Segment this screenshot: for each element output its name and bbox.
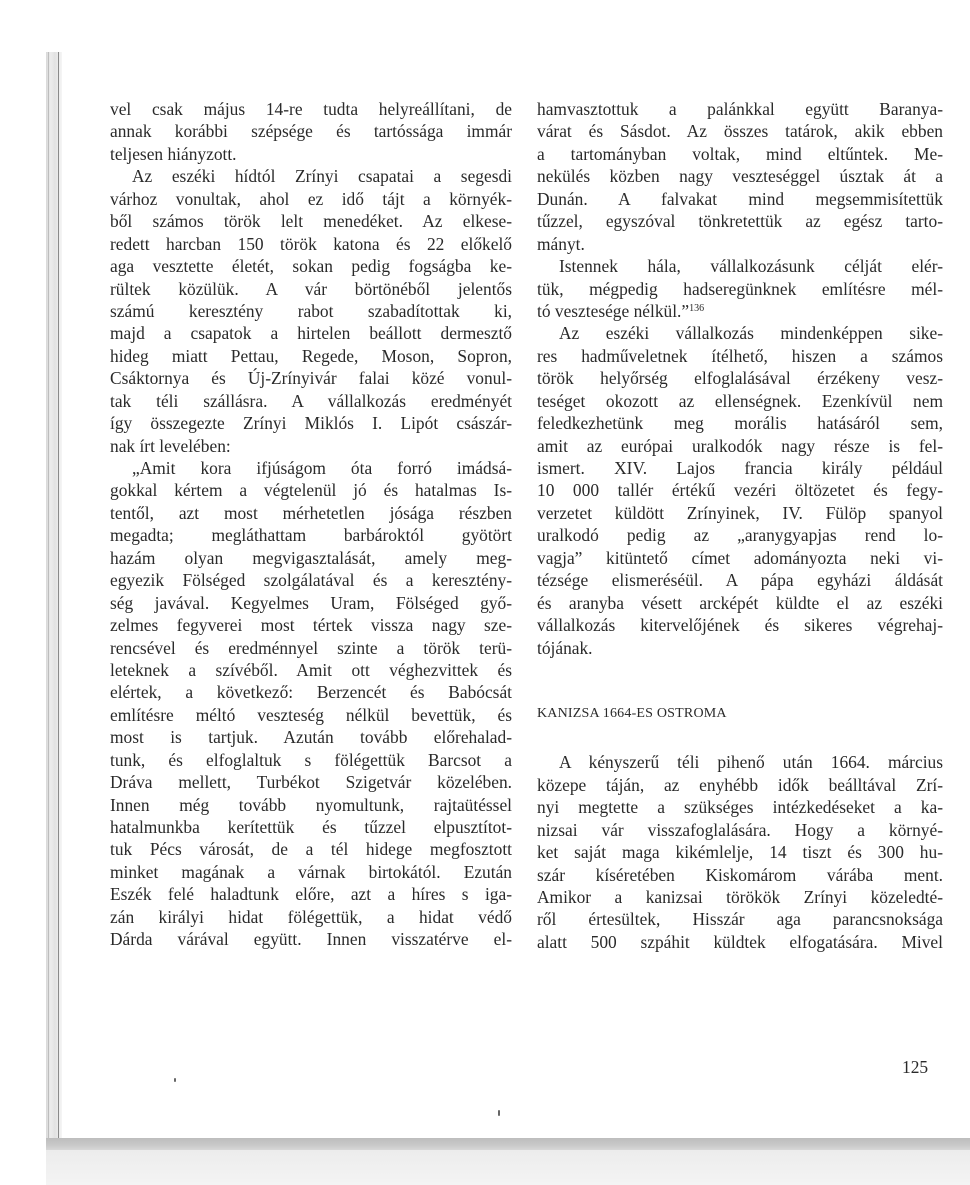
line-text: annak korábbi szépsége és tartóssága immár [110,121,512,142]
line-text: a tartományban voltak, mind eltűntek. Me- [537,143,943,164]
line-text: közepe táján, az enyhébb idők beálltával Zrí- [537,774,943,795]
section-gap [537,725,943,751]
text-line [537,524,943,546]
line-text: A kényszerű téli pihenő után 1664. március [559,752,943,773]
line-text: török helyőrség elfoglalásával érzékeny vesz- [537,368,943,389]
text-line [537,278,943,300]
text-line [110,681,512,703]
text-line [537,390,943,412]
line-text: aga vesztette életét, sokan pedig fogságba ke- [110,256,512,277]
text-line [537,886,943,908]
line-text: Dárda várával együtt. Innen visszatérve el- [110,929,512,950]
line-text: hazám olyan megvigasztalását, amely meg- [110,547,512,568]
text-line [537,143,943,165]
text-line [110,861,512,883]
text-line [110,749,512,771]
text-line [110,233,512,255]
text-line [537,908,943,930]
line-text: feledkezhetünk meg morális hatásáról sem, [537,413,943,434]
left-column [110,98,512,951]
line-text: vállalkozás kitervelőjének és sikeres végrehaj- [537,615,943,636]
line-text: ség javával. Kegyelmes Uram, Fölséged győ- [110,592,512,613]
line-text: nyi megtette a szükséges intézkedéseket a ka- [537,797,943,818]
line-text: mányt. [537,233,585,254]
text-line [537,502,943,524]
right-column [537,98,943,953]
line-text: tentől, azt most mérhetetlen jósága részben [110,502,512,523]
line-text: várat és Sásdot. Az összes tatárok, akik ebben [537,121,943,142]
line-text: rültek közülük. A vár börtönéből jelentős [110,278,512,299]
right-column-body [537,98,943,659]
line-text: leteknek a szívéből. Amit ott véghezvittek és [110,659,512,680]
line-text: res hadműveletnek ítélhető, hiszen a számos [537,345,943,366]
text-line [537,751,943,773]
text-line [537,819,943,841]
line-text: rencsével és eredménnyel szinte a török terü- [110,637,512,658]
text-line [110,928,512,950]
line-text: alatt 500 szpáhit küldtek elfogatására. Mivel [537,931,943,952]
page-below-area [46,1150,970,1185]
text-line [537,345,943,367]
line-text: ről értesültek, Hisszár aga parancsnoksága [537,909,943,930]
line-text: szár kíséretében Kiskomárom várába ment. [537,864,943,885]
text-line [110,838,512,860]
text-line [537,569,943,591]
text-line [110,210,512,232]
line-text: elértek, a következő: Berzencét és Babócsát [110,682,512,703]
text-line [110,345,512,367]
line-text: redett harcban 150 török katona és 22 előkelő [110,233,512,254]
text-line [110,883,512,905]
text-line [110,569,512,591]
line-text: ket saját maga kikémlelje, 14 tiszt és 300 hu- [537,842,943,863]
text-line [110,637,512,659]
line-text: egyezik Fölséged szolgálatával és a keresztény- [110,570,512,591]
line-text: amit az európai uralkodók nagy része is fel- [537,435,943,456]
section-heading: KANIZSA 1664-ES OSTROMA [537,705,727,721]
text-line [537,233,943,255]
text-line [110,704,512,726]
text-line [537,592,943,614]
line-text: tuk Pécs városát, de a tél hidege megfosztott [110,839,512,860]
text-line [110,547,512,569]
line-text: vagja” kitüntető címet adományozta neki vi- [537,547,943,568]
line-text: ből számos török lelt menedéket. Az elkese- [110,211,512,232]
text-line [537,547,943,569]
text-line [110,479,512,501]
text-line [537,774,943,796]
line-text: 10 000 tallér értékű vezéri öltözetet és fegy- [537,480,943,501]
line-text: így összegezte Zrínyi Miklós I. Lipót császár- [110,413,512,434]
section-gap [537,659,943,703]
line-text: nekülés közben nagy veszteséggel úsztak át a [537,166,943,187]
text-line [110,524,512,546]
text-line [110,771,512,793]
text-line [537,931,943,953]
text-line [110,816,512,838]
line-text: uralkodó pedig az „aranygyapjas rend lo- [537,525,943,546]
line-text: tó vesztesége nélkül.” [537,300,690,321]
line-text: nizsai vár visszafoglalására. Hogy a környé- [537,819,943,840]
text-line [537,210,943,232]
text-line [110,120,512,142]
line-text: Istennek hála, vállalkozásunk célját elér- [559,256,943,277]
line-text: megadta; megláthattam barbároktól gyötört [110,525,512,546]
text-line [537,300,943,322]
line-text: hatalmunkba kerítettük és tűzzel elpusztítot- [110,817,512,837]
text-line [110,592,512,614]
text-line [110,322,512,344]
line-text: említésre méltó veszteség nélkül bevettük, és [110,704,512,725]
text-line [537,120,943,142]
text-line [537,457,943,479]
text-line [110,390,512,412]
text-line [537,255,943,277]
line-text: várhoz vonultak, ahol ez idő tájt a környék- [110,188,512,209]
text-line [110,614,512,636]
text-line [110,726,512,748]
text-line [110,188,512,210]
line-text: hideg miatt Pettau, Regede, Moson, Sopron, [110,345,512,366]
print-speck [174,1078,176,1082]
line-text: vel csak május 14-re tudta helyreállítani, de [110,99,512,119]
section-body [537,751,943,953]
line-text: tunk, és elfoglaltuk s fölégettük Barcsot a [110,749,512,770]
line-text: Dráva mellett, Turbékot Szigetvár közelében. [110,772,512,793]
text-line [537,188,943,210]
line-text: gokkal kértem a végtelenül jó és hatalmas Is- [110,480,512,501]
text-line [110,502,512,524]
line-text: Az eszéki hídtól Zrínyi csapatai a segesdi [132,166,512,187]
text-line [537,796,943,818]
page-bottom-edge [46,1138,970,1150]
line-text: tézsége elismeréséül. A pápa egyházi áldását [537,570,943,591]
text-line [537,98,943,120]
text-line [537,479,943,501]
footnote-marker: 136 [689,302,705,314]
line-text: zán királyi hidat fölégettük, a hidat védő [110,906,512,927]
line-text: „Amit kora ifjúságom óta forró imádsá- [132,458,512,478]
text-line [537,435,943,457]
line-text: zelmes fegyverei most tértek vissza nagy sze- [110,615,512,636]
text-line [110,906,512,928]
line-text: Az eszéki vállalkozás mindenképpen sike- [559,323,943,344]
line-text: Dunán. A falvakat mind megsemmisítettük [537,188,943,209]
line-text: teljesen hiányzott. [110,143,237,164]
line-text: és aranyba vésett arcképét küldte el az eszéki [537,592,943,613]
line-text: nak írt levelében: [110,435,231,456]
spine-edge-line [48,52,49,1185]
line-text: Csáktornya és Új-Zrínyivár falai közé vonul- [110,368,512,389]
text-line [537,864,943,886]
text-line [110,367,512,389]
text-line [537,322,943,344]
text-line [537,367,943,389]
line-text: tak téli szállásra. A vállalkozás eredményét [110,390,512,411]
line-text: teséget okozott az ellenségnek. Ezenkívül nem [537,390,943,411]
line-text: Eszék felé haladtunk előre, azt a híres s iga- [110,884,512,905]
line-text: tük, mégpedig hadseregünknek említésre mél- [537,278,943,299]
text-line [110,412,512,434]
text-line [110,255,512,277]
text-line [110,98,512,120]
text-line [537,412,943,434]
line-text: Amikor a kanizsai törökök Zrínyi közeledté- [537,887,943,907]
line-text: számú keresztény rabot szabadítottak ki, [110,300,512,321]
line-text: Innen még tovább nyomultunk, rajtaütéssel [110,794,512,815]
text-line [537,841,943,863]
line-text: hamvasztottuk a palánkkal együtt Baranya- [537,99,943,119]
text-line [537,165,943,187]
text-line [110,278,512,300]
text-line [110,457,512,479]
text-line [110,794,512,816]
print-speck [498,1110,500,1116]
line-text: majd a csapatok a hirtelen beállott dermesztő [110,323,512,344]
text-line [110,143,512,165]
text-line [110,300,512,322]
text-line [537,614,943,636]
line-text: tűzzel, egyszóval tönkretettük az egész tarto- [537,211,943,232]
page-number: 125 [902,1057,929,1077]
line-text: verzetet küldött Zrínyinek, IV. Fülöp spanyol [537,502,943,523]
line-text: tójának. [537,637,593,658]
line-text: minket magának a várnak birtokától. Ezután [110,861,512,882]
line-text: ismert. XIV. Lajos francia király például [537,458,943,478]
text-line [110,435,512,457]
line-text: most is tartjuk. Azután tovább előrehalad- [110,727,512,748]
text-line [110,659,512,681]
text-line [537,637,943,659]
page-gutter-line [58,52,59,1185]
text-line [110,165,512,187]
